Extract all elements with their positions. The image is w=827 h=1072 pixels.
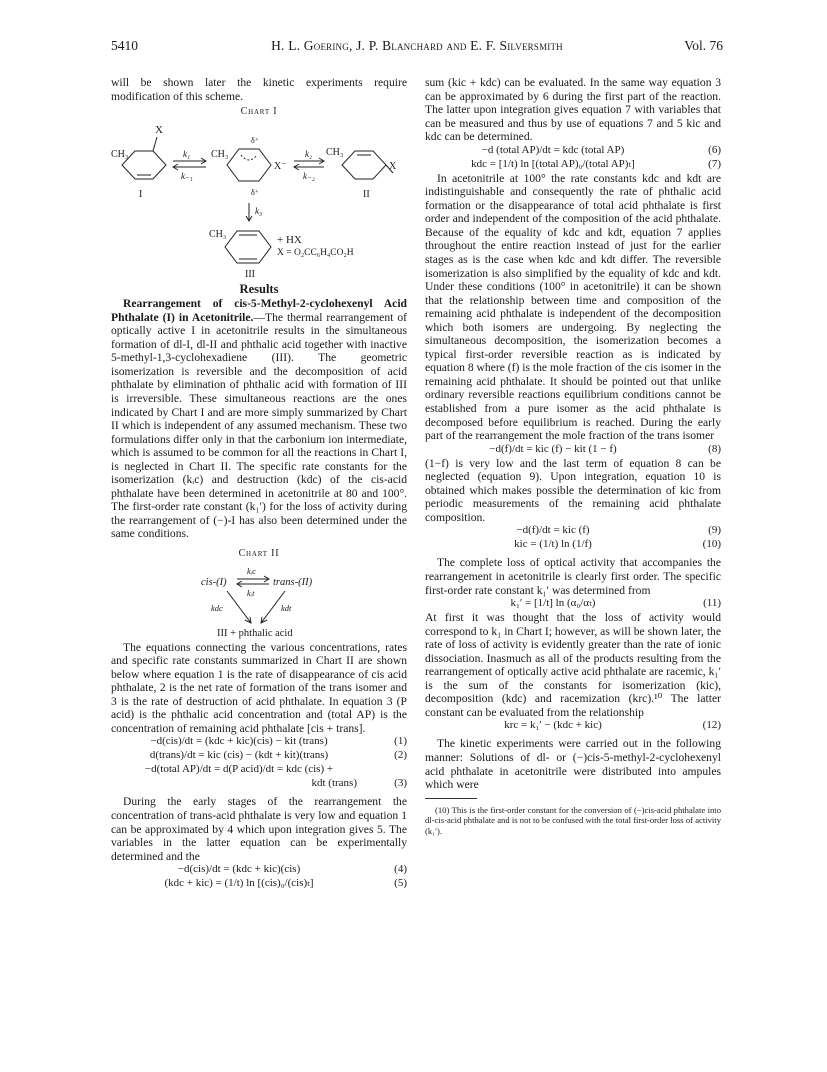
label-ch3-3: CH₃ <box>326 146 344 158</box>
equation-5: (kdc + kic) = (1/t) ln [(cis)₀/(cis)ₜ] (5) <box>164 877 407 890</box>
label-x-2: X <box>389 160 397 172</box>
label-xdef: X = O₂CC₆H₄CO₂H <box>277 247 354 258</box>
structure-III <box>209 229 354 279</box>
structure-I <box>111 124 166 200</box>
footnote-10: (10) This is the first-order constant for the conversion of (−)cis-acid phthalate into dl-cis-acid phthalate and is not to be confused with the total first-order loss of activity (k₁′). <box>425 804 721 836</box>
paragraph-early-stages: During the early stages of the rearrangement the concentration of trans-acid phthalate is very low and equation 1 can be approximated by 4 which upon integration gives 5. The variables in the latter equation can be experimentally determined and the <box>111 795 407 863</box>
label-km2: k₋₂ <box>303 170 315 181</box>
paragraph-optical-activity: The complete loss of optical activity that accompanies the rearrangement in acetonitrile is clearly first order. The specific first-order rate constant k₁′ was determined from <box>425 556 721 597</box>
equation-6: −d (total AP)/dt = kdc (total AP) (6) <box>481 143 721 156</box>
label-kdc: kdc <box>211 602 223 613</box>
right-column <box>425 76 721 836</box>
label-kit: kᵢt <box>247 587 255 598</box>
label-kdt: kdt <box>281 602 292 613</box>
paragraph-acetonitrile: In acetonitrile at 100° the rate constants kdc and kdt are indistinguishable and consequently the rate of phthalic acid formation or the disappearance of total acid phthalate is first order and independent of the composition of the acid phthalate. Because of the equality of kdc and kdt, equation 7 applies throughout the entire reaction instead of just for the earlier stages as is the case when kdc and kdt differ. The reversible isomerization is also simplified by the equality of kdc and kdt. Under these conditions (100° in acetonitrile) it can be shown that the relationship between time and composition of the remaining acid phthalate is independent of the decomposition which both isomers are undergoing. By neglecting the simultaneous decomposition, the isomerization becomes a typical first-order reversible reaction as is indicated by equation 8 where (f) is the mole fraction of the cis isomer in the remaining acid phthalate. It should be pointed out that unlike ordinary reversible reactions equilibrium conditions cannot be established from a pure isomer as the acid phthalate is decomposed before equilibrium is reached. During the early part of the rearrangement the mole fraction of the trans isomer <box>425 171 721 443</box>
arrow-k3 <box>246 203 262 221</box>
paragraph-rearrangement-body: —The thermal rearrangement of optically active I in acetonitrile results in the simultaneous formation of dl-I, dl-II and phthalic acid together with inactive 5-methyl-1,3-cyclohexadiene (III). The geometric isomerization is reversible and the decomposition of acid phthalate by elimination of phthalic acid with formation of III is irreversible. These simultaneous reactions are the ones indicated by Chart I and are more simply summarized by Chart II which is independent of any assumed mechanism. These two formulations differ only in that the carbonium ion intermediate, which is assumed to be common for all the reactions in Chart I, is neglected in Chart II. The specific rate constants for the isomerization (kᵢc) and destruction (kdc) of the cis-acid phthalate have been determined in acetonitrile at 80 and 100°. The first-order rate constant (k₁′) for the loss of activity during the rearrangement of (−)-I has also been determined under the same conditions. <box>111 310 407 541</box>
label-III: III <box>245 268 255 279</box>
equation-4: −d(cis)/dt = (kdc + kic)(cis) (4) <box>177 863 407 876</box>
label-xminus: X⁻ <box>274 160 287 172</box>
label-ch3-2: CH₃ <box>211 148 229 160</box>
chart2-scheme <box>111 563 407 641</box>
chart2-title: Chart II <box>238 548 280 560</box>
equilibrium-arrows-2 <box>294 149 324 181</box>
label-k2: k₂ <box>305 148 313 159</box>
subsection-heading: Rearrangement of cis-5-Methyl-2-cyclohexenyl Acid Phthalate (I) in Acetonitrile. <box>111 297 407 324</box>
equation-7: kdc = [1/t) ln [(total AP)₀/(total AP)ₜ] (7) <box>471 157 721 170</box>
equation-10: kic = (1/t) ln (1/f) (10) <box>514 538 721 551</box>
paragraph-rearrangement <box>111 297 407 541</box>
equation-3b: kdt (trans) (3) <box>311 777 407 790</box>
chart1-title: Chart I <box>240 106 278 118</box>
paragraph-loss-activity: At first it was thought that the loss of activity would correspond to k₁ in Chart I; however, as will be shown later, the rate of loss of activity is evidently greater than the rate of ionic dissociation. Inasmuch as all of the products resulting from the rearrangement of optically active acid phthalate are racemic, k₁′ is the sum of the constants for isomerization (kic), decomposition (kdc) and racemization (krc).¹⁰ The latter constant can be evaluated from the relationship <box>425 611 721 719</box>
equation-1: −d(cis)/dt = (kdc + kic)(cis) − kit (trans) (1) <box>150 735 407 748</box>
label-km1: k₋₁ <box>181 170 193 181</box>
equilibrium-arrows-1 <box>173 149 206 181</box>
label-dplus-top: δ⁺ <box>251 135 259 145</box>
label-ch3-4: CH₃ <box>209 228 227 240</box>
structure-II <box>326 147 397 200</box>
paragraph-equations-intro: The equations connecting the various concentrations, rates and specific rate constants summarized in Chart II are shown below where equation 1 is the rate of disappearance of cis acid phthalate, 2 is the net rate of formation of the trans isomer and 3 is the rate of destruction of acid phthalate. In equation 3 (P acid) is the phthalic acid concentration and (total AP) is the concentration of remaining acid phthalate [cis + trans]. <box>111 640 407 735</box>
label-k1: k₁ <box>183 148 191 159</box>
page-number: 5410 <box>111 38 138 53</box>
equation-12: krc = k₁′ − (kdc + kic) (12) <box>504 719 721 732</box>
carbonium-ion <box>211 136 287 197</box>
paragraph-kinetic-experiments: The kinetic experiments were carried out in the following manner: Solutions of dl- or (−)cis-5-methyl-2-cyclohexenyl acid phthalate in acetonitrile were distributed into ampules which were <box>425 737 721 792</box>
equation-8: −d(f)/dt = kic (f) − kit (1 − f) (8) <box>489 442 721 455</box>
label-hx: + HX <box>277 233 302 246</box>
equation-11: k₁′ = [1/t] ln (α₀/αₜ) (11) <box>510 597 721 610</box>
label-dplus-bottom: δ⁺ <box>251 187 259 197</box>
label-II: II <box>363 188 370 200</box>
running-header <box>111 38 723 54</box>
equation-2: d(trans)/dt = kic (cis) − (kdt + kit)(trans) (2) <box>149 749 407 762</box>
results-heading: Results <box>239 281 279 296</box>
equation-3a: −d(total AP)/dt = d(P acid)/dt = kdc (cis) + <box>144 763 334 776</box>
label-trans: trans-(II) <box>273 576 313 588</box>
label-products: III + phthalic acid <box>217 627 293 639</box>
intro-paragraph: will be shown later the kinetic experiments require modification of this scheme. <box>111 76 407 103</box>
paragraph-sum: sum (kic + kdc) can be evaluated. In the same way equation 3 can be approximated by 6 during the first part of the reaction. The latter upon integration gives equation 7 with variables that can be measured and thus by use of equations 7 and 5 kic and kdc can be determined. <box>425 76 721 144</box>
label-x-1: X <box>155 123 163 136</box>
footnote-separator <box>425 798 477 799</box>
label-ch3-1: CH₃ <box>111 148 129 160</box>
label-kic: kᵢc <box>247 565 256 576</box>
volume: Vol. 76 <box>684 38 723 53</box>
label-I: I <box>139 188 143 200</box>
label-cis: cis-(I) <box>201 576 227 588</box>
chart1-scheme <box>111 121 407 279</box>
label-k3: k₃ <box>255 205 263 216</box>
paragraph-mole-fraction: (1−f) is very low and the last term of equation 8 can be neglected (equation 9). Upon integration, equation 10 is obtained which makes possible the determination of kic from periodic measurements of the remaining acid phthalate composition. <box>425 456 721 524</box>
equation-9: −d(f)/dt = kic (f) (9) <box>516 524 721 537</box>
authors: H. L. Goering, J. P. Blanchard and E. F. Silversmith <box>271 38 563 53</box>
left-column <box>111 76 407 891</box>
